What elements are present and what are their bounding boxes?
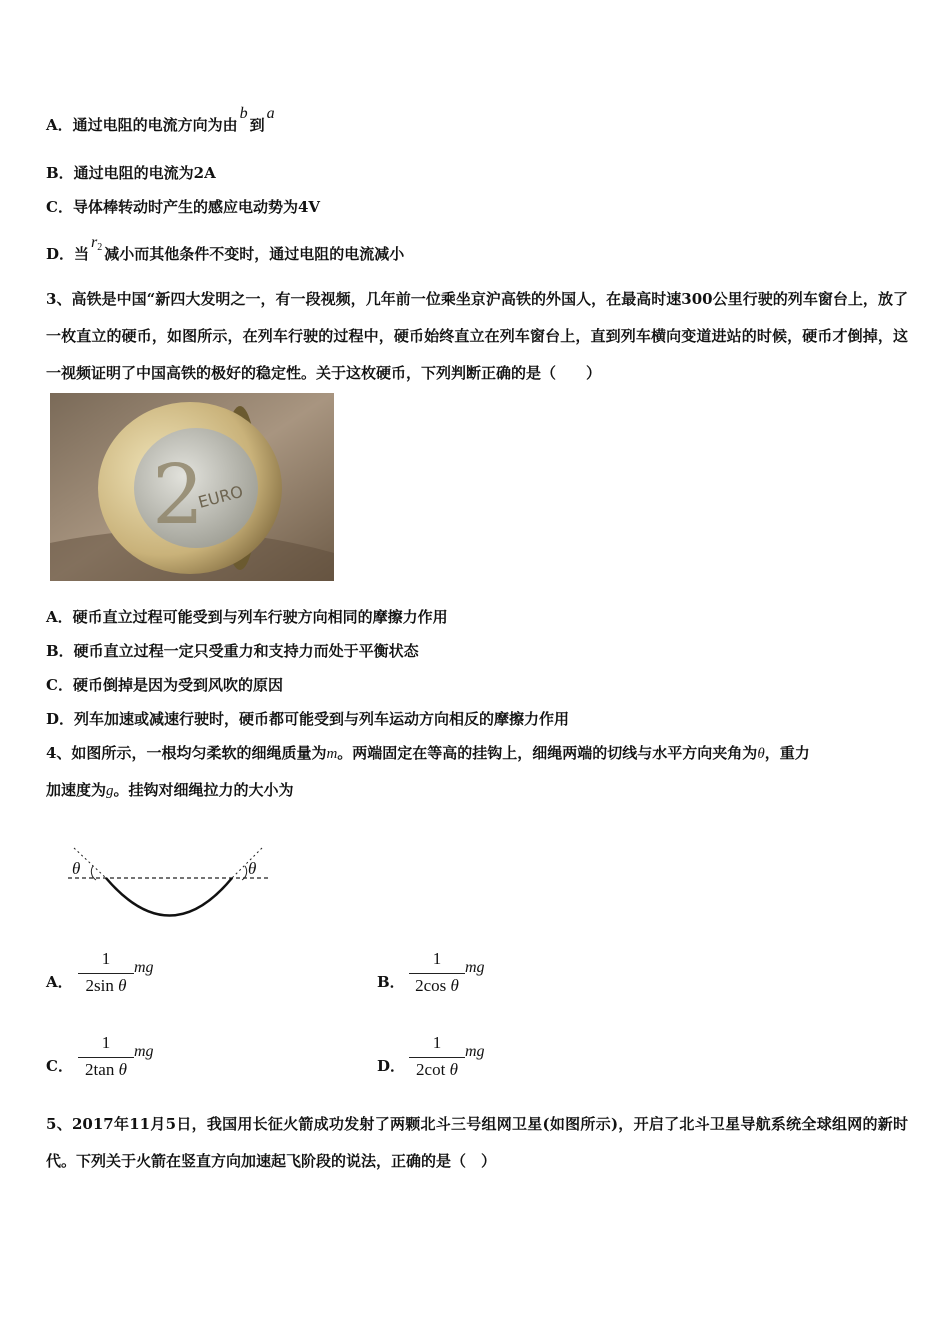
q3-stem: 3、高铁是中国“新四大发明之一，有一段视频，几年前一位乘坐京沪高铁的外国人，在最高时速300公里行驶的列车窗台上，放了一枚直立的硬币，如图所示，在列车行驶的过程中，硬币始终直立在列车窗台上，直到列车横向变道进站的时候，硬币才倒掉，这一视频证明了中国高铁的极好的稳定性。关于这枚硬币，下列判断正确的是（ ） — [46, 290, 908, 382]
var-m: m — [326, 746, 338, 762]
q2-option-a-to: 到 — [249, 116, 265, 134]
q2-option-d-post: 减小而其他条件不变时，通过电阻的电流减小 — [104, 245, 405, 263]
var-r2: r2 — [91, 234, 103, 253]
coin-digit: 2 — [152, 448, 205, 543]
q4-stem-line1: 4、如图所示，一根均匀柔软的细绳质量为m。两端固定在等高的挂钩上，细绳两端的切线与水平方向夹角为θ，重力 — [46, 744, 810, 762]
q3-option-b: B．硬币直立过程一定只受重力和支持力而处于平衡状态 — [46, 642, 419, 660]
fraction: 1 2cos θ — [409, 949, 465, 998]
fraction: 1 2sin θ — [78, 949, 134, 998]
q3-option-c: C．硬币倒掉是因为受到风吹的原因 — [46, 676, 283, 694]
fraction: 1 2cot θ — [409, 1033, 465, 1082]
var-a: a — [266, 105, 275, 122]
q4-stem-line2: 加速度为g。挂钩对细绳拉力的大小为 — [46, 781, 294, 799]
var-b: b — [239, 105, 248, 122]
q2-option-a-text: A．通过电阻的电流方向为由 — [46, 116, 238, 134]
var-g: g — [106, 783, 114, 799]
right-tangent-line — [232, 848, 262, 878]
var-theta: θ — [757, 746, 765, 762]
rope-curve — [106, 878, 232, 916]
right-theta-label: θ — [248, 859, 257, 878]
q2-option-d-pre: D．当 — [46, 245, 90, 263]
q3-option-a: A．硬币直立过程可能受到与列车行驶方向相同的摩擦力作用 — [46, 608, 448, 626]
q2-option-a — [46, 105, 277, 135]
left-theta-label: θ — [72, 859, 81, 878]
coin-text: EURO — [196, 481, 246, 512]
q5-stem: 5、2017年11月5日，我国用长征火箭成功发射了两颗北斗三号组网卫星(如图所示)，开启了北斗卫星导航系统全球组网的新时代。下列关于火箭在竖直方向加速起飞阶段的说法，正确的是（ ） — [46, 1115, 908, 1170]
coin-photo — [50, 393, 334, 581]
q3-option-d: D．列车加速或减速行驶时，硬币都可能受到与列车运动方向相反的摩擦力作用 — [46, 710, 570, 728]
fraction: 1 2tan θ — [78, 1033, 134, 1082]
q2-option-d — [46, 234, 405, 264]
q2-option-b: B．通过电阻的电流为2A — [46, 164, 216, 182]
q2-option-c: C．导体棒转动时产生的感应电动势为4V — [46, 198, 321, 216]
rope-diagram — [66, 838, 276, 922]
